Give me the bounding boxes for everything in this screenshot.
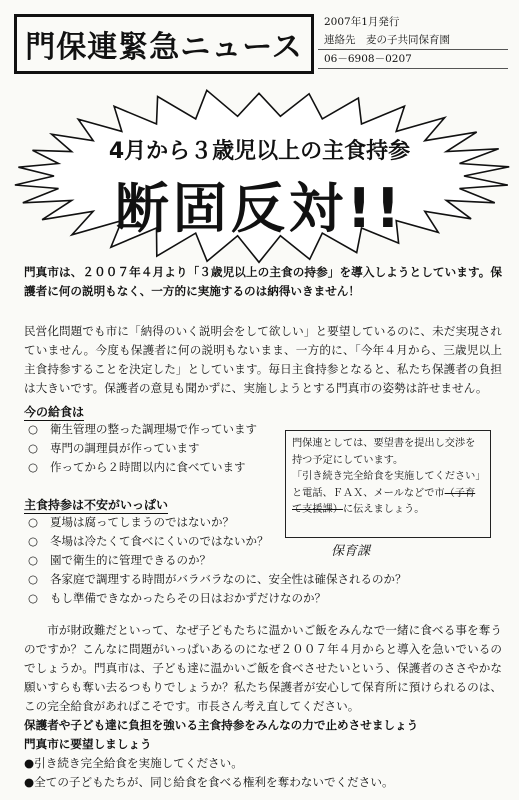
list-item: ○ 各家庭で調理する時間がバラバラなのに、安全性は確保されるのか？ (28, 572, 407, 586)
list-item: ●全ての子どもたちが、同じ給食を食べる権利を奪わないでください。 (24, 775, 394, 789)
closing-call: 保護者や子ども達に負担を強いる主食持参をみんなの力で止めさせましょう (24, 718, 419, 732)
phone-line: 06－6908－0207 (318, 50, 508, 69)
list-item: ○ 夏場は腐ってしまうのではないか？ (28, 515, 234, 529)
issue-info (318, 13, 508, 69)
list-item: ○ 園で衛生的に管理できるのか？ (28, 553, 211, 567)
list-item: ○ 専門の調理員が作っています (28, 441, 200, 455)
list-item: ○ もし準備できなかったらその日はおかずだけなのか？ (28, 591, 326, 605)
list-item: ●引き続き完全給食を実施してください。 (24, 756, 243, 770)
current-lunch-title: 今の給食は (24, 405, 85, 419)
worries-list (28, 513, 498, 608)
masthead-box (14, 14, 314, 74)
worries-title: 主食持参は不安がいっぱい (24, 498, 169, 512)
closing-section (24, 716, 418, 792)
box-line-1: 門保連としては、要望書を提出し交渉を持つ予定にしています。 (292, 438, 476, 466)
struck-text: （子育て支援課） (292, 487, 476, 515)
contact-line: 連絡先 麦の子共同保育園 (318, 31, 508, 50)
list-item: ○ 作ってから２時間以内に食べています (28, 460, 246, 474)
masthead-title: 門保連緊急ニュース (25, 30, 303, 65)
list-item: ○ 衛生管理の整った調理場で作っています (28, 422, 257, 436)
issue-date: 2007年1月発行 (324, 16, 400, 28)
box-line-2: 「引き続き完全給食を実施してください」と電話、ＦＡＸ、メールなどで市（子育て支援課）に伝えましょう。 (292, 471, 481, 515)
handwritten-correction: 保育課 (331, 544, 371, 559)
headline-burst (0, 88, 519, 268)
paragraph-2: 市が財政難だといって、なぜ子どもたちに温かいご飯をみんなで一緒に食べる事を奪うのですか？こんなに問題がいっぱいあるのになぜ２００７年４月からと導入を急いでいるのでしょうか。門真市は、子ども達に温かいご飯を食べさせたいという、保護者のささやかな願いすらも奪い去るつもりでしょうか？私たち保護者が安心して保育所に預けられるのは、この完全給食があればこそです。市長さん考え直してください。 (24, 623, 502, 713)
paragraph-1: 民営化問題でも市に「納得のいく説明会をして欲しい」と要望しているのに、未だ実現されていません。今度も保護者に何の説明もないまま、一方的に、「今年４月から、三歳児以上主食持参することを決定した」としています。毎日主食持参となると、私たち保護者の負担は大きいです。保護者の意見も聞かずに、実施しようとする門真市の姿勢は許せません。 (24, 324, 502, 395)
burst-headline: 断固反対!! (114, 177, 405, 240)
intro-paragraph: 門真市は、２００７年４月より「３歳児以上の主食の持参」を導入しようとしています。保護者に何の説明もなく、一方的に実施するのは納得いきません！ (24, 265, 502, 298)
list-item: ○ 冬場は冷たくて食べにくいのではないか？ (28, 534, 269, 548)
closing-request: 門真市に要望しましょう (24, 737, 152, 751)
burst-subtitle: 4月から３歳児以上の主食持参 (108, 139, 411, 164)
